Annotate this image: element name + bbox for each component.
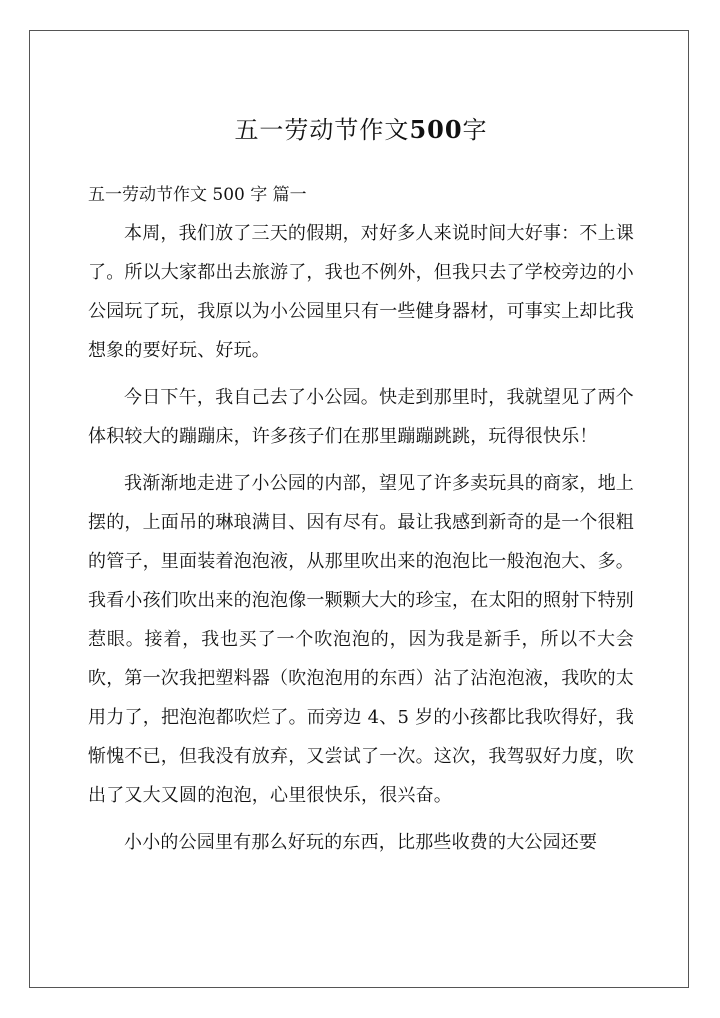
paragraph-2: 今日下午，我自己去了小公园。快走到那里时，我就望见了两个体积较大的蹦蹦床，许多孩子们在那里蹦蹦跳跳，玩得很快乐！: [88, 387, 634, 447]
title-text: 五一劳动节作文: [234, 116, 410, 144]
title-suffix: 字: [462, 116, 488, 144]
document-body: [88, 110, 634, 870]
paragraph-1: 本周，我们放了三天的假期，对好多人来说时间大好事：不上课了。所以大家都出去旅游了，我也不例外，但我只去了学校旁边的小公园玩了玩，我原以为小公园里只有一些健身器材，可事实上却比我想象的要好玩、好玩。: [88, 223, 634, 361]
title-number: 500: [409, 115, 463, 144]
document-title: [88, 110, 634, 150]
paragraph-3: 我渐渐地走进了小公园的内部，望见了许多卖玩具的商家，地上摆的，上面吊的琳琅满目、因有尽有。最让我感到新奇的是一个很粗的管子，里面装着泡泡液，从那里吹出来的泡泡比一般泡泡大、多。我看小孩们吹出来的泡泡像一颗颗大大的珍宝，在太阳的照射下特别惹眼。接着，我也买了一个吹泡泡的，因为我是新手，所以不大会吹，第一次我把塑料器（吹泡泡用的东西）沾了沾泡泡液，我吹的太用力了，把泡泡都吹烂了。而旁边 4、5 岁的小孩都比我吹得好，我惭愧不已，但我没有放弃，又尝试了一次。这次，我驾驭好力度，吹出了又大又圆的泡泡，心里很快乐，很兴奋。: [88, 473, 634, 806]
paragraph-4: 小小的公园里有那么好玩的东西，比那些收费的大公园还要: [124, 832, 598, 853]
section-heading: 五一劳动节作文 500 字 篇一: [88, 185, 307, 205]
